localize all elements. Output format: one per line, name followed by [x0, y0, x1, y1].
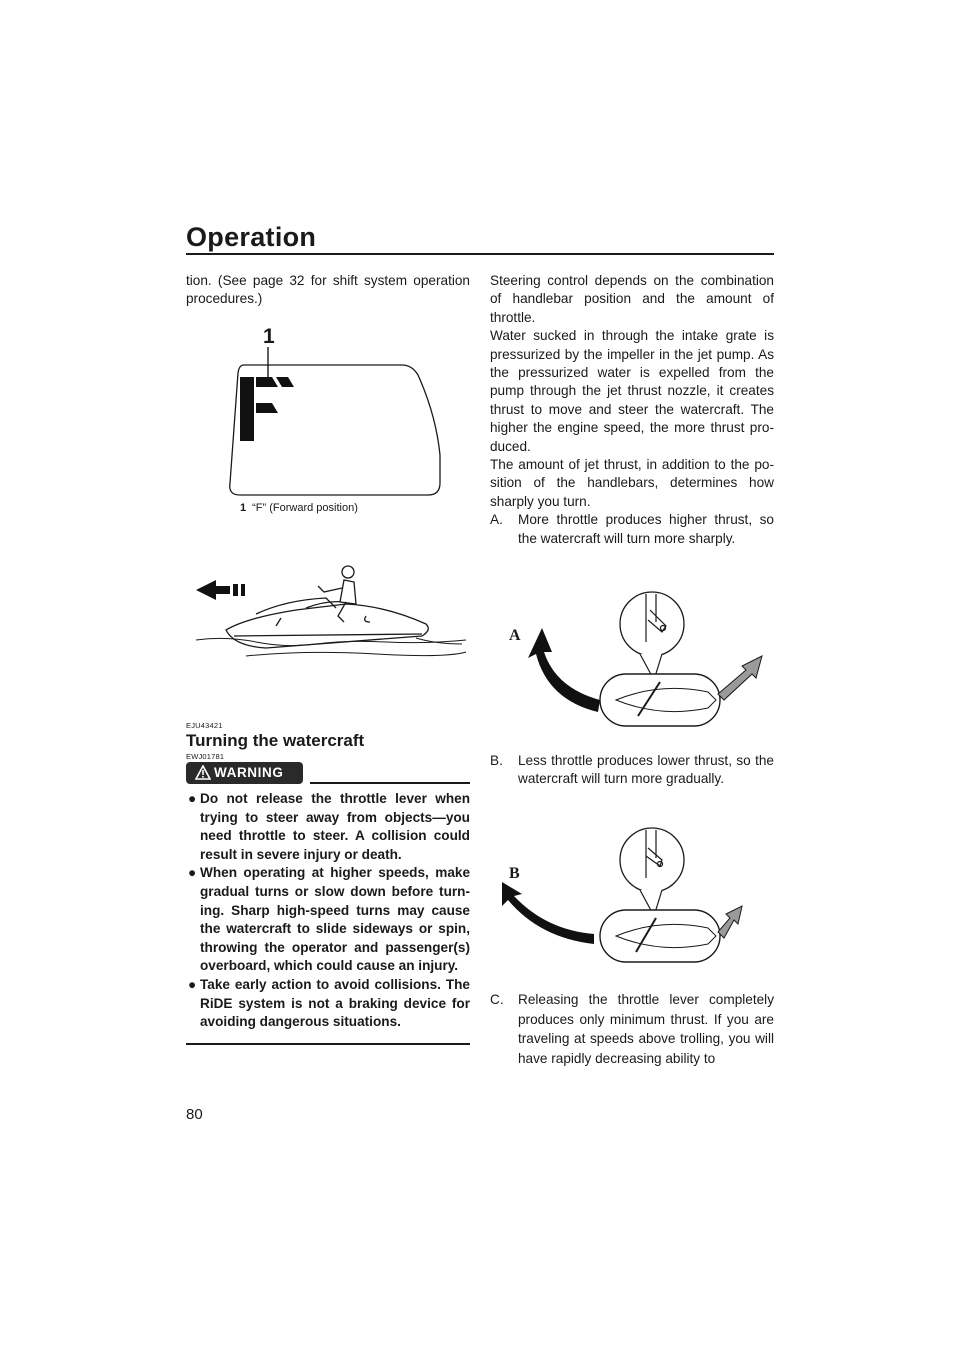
header-rule — [186, 253, 774, 255]
handlebar-oval — [600, 674, 720, 726]
watercraft-icon — [226, 566, 428, 648]
watercraft-figure — [186, 552, 470, 672]
shift-display-figure — [186, 315, 470, 520]
callout-number: 1 — [263, 325, 275, 348]
warning-list — [186, 790, 470, 1032]
warning-bullet: ● Do not release the throttle lever when trying to steer away from objects—you need throttle to steer. A collision could result in severe injury or death. — [188, 791, 470, 862]
gradual-turn-figure — [490, 808, 774, 968]
figure-a-label: A — [509, 627, 521, 644]
list-item-b: B. Less throttle produces lower thrust, so the watercraft will turn more gradually. — [490, 753, 774, 787]
warning-badge — [186, 762, 303, 784]
list-item-a: A. More throttle produces higher thrust, so the watercraft will turn more sharply. — [490, 512, 774, 546]
warning-bullet: ● When operating at higher speeds, make gradual turns or slow down before turn-ing. Sharp high-speed turns may cause the watercraft to slide sideways or spin, throwing the operator and passenger(s) overboard, which could cause an injury. — [188, 865, 470, 974]
caption-text: “F” (Forward position) — [252, 502, 358, 514]
warning-label: WARNING — [214, 765, 284, 780]
warning-bullet: ● Take early action to avoid collisions. The RiDE system is not a braking device for avoiding dangerous situations. — [188, 976, 470, 1030]
caption-number: 1 — [240, 502, 247, 514]
warning-end-rule — [186, 1043, 470, 1045]
curved-arrow-icon — [528, 628, 600, 712]
steering-paragraph: Steering control depends on the combination of handlebar position and the amount of throttle. — [490, 273, 774, 325]
warning-ref-code: EWJ01781 — [186, 752, 225, 761]
list-item-c: C. Releasing the throttle lever completely produces only minimum thrust. If you are traveling at speeds above trolling, you will have rapidly decreasing ability to — [490, 992, 774, 1066]
section-ref-code: EJU43421 — [186, 721, 223, 730]
figure-b-label: B — [509, 865, 520, 882]
segment-f-icon — [240, 377, 294, 441]
warning-triangle-icon — [195, 765, 211, 780]
jet-pump-paragraph: Water sucked in through the intake grate is pressurized by the impeller in the jet pump. As the pressurized water is expelled from the pump through the jet thrust nozzle, it creates thrust to move and steer the watercraft. The higher the engine speed, the more thrust pro-duced. — [490, 328, 774, 454]
curved-arrow-icon — [502, 882, 594, 944]
section-title: Turning the watercraft — [186, 731, 365, 750]
warning-rule — [310, 782, 470, 784]
page-number: 80 — [186, 1106, 203, 1123]
thrust-arrow-icon — [718, 656, 762, 700]
page-title: Operation — [186, 222, 317, 252]
thrust-arrow-icon — [718, 906, 742, 938]
thrust-paragraph: The amount of jet thrust, in addition to the po-sition of the handlebars, determines how sharply you turn. — [490, 457, 774, 509]
sharp-turn-figure — [490, 582, 774, 742]
right-column-text — [490, 272, 774, 548]
handlebar-oval — [600, 910, 720, 962]
forward-arrow-icon — [196, 580, 245, 600]
figure-caption — [240, 502, 358, 514]
intro-paragraph: tion. (See page 32 for shift system operation procedures.) — [186, 273, 470, 307]
